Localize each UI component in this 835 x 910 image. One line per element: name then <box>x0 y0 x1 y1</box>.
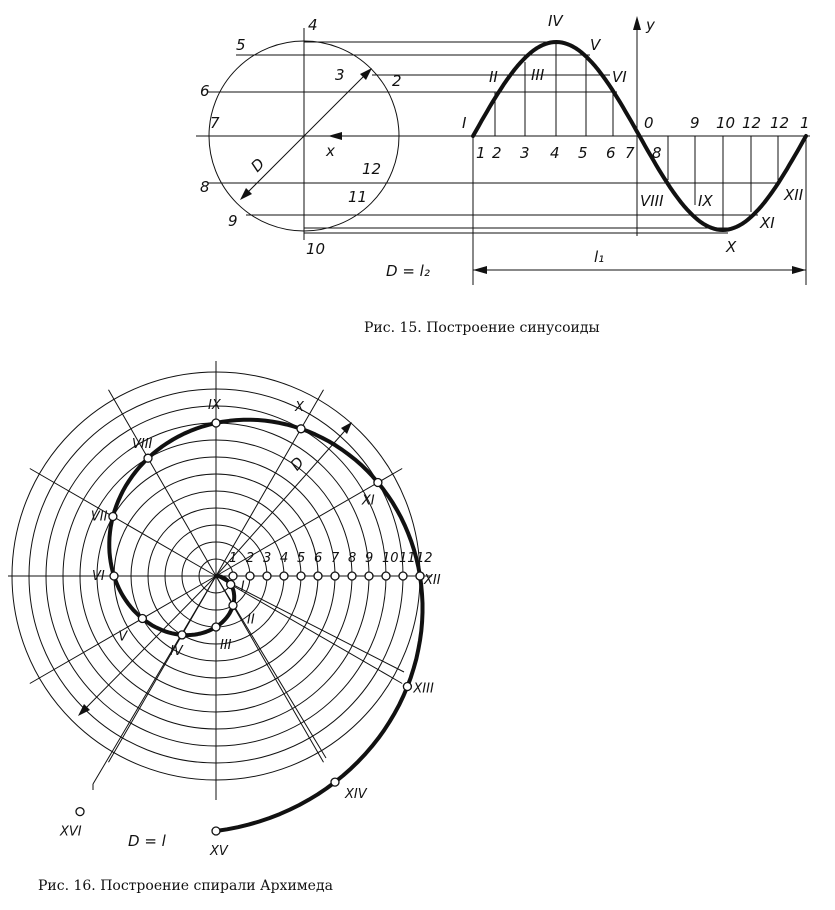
step-number: 3 <box>263 551 272 566</box>
ray <box>30 469 216 577</box>
curve-label-III: III <box>531 66 545 84</box>
circle-point-5: 5 <box>236 36 246 54</box>
curve-label-XII: XII <box>784 186 804 204</box>
curve-label-IV: IV <box>548 12 563 30</box>
x-axis-label: x <box>326 142 335 160</box>
spiral-point <box>297 425 305 433</box>
axis-step-point <box>280 572 288 580</box>
bottom-number: 1 <box>476 144 486 162</box>
bottom-number: 5 <box>578 144 588 162</box>
spiral-point <box>110 572 118 580</box>
spiral-label: X <box>295 399 304 415</box>
step-number: 8 <box>348 551 357 566</box>
bottom-number: 1 <box>800 114 810 132</box>
spiral-label: XIV <box>345 787 367 803</box>
spiral-label: IV <box>170 643 183 659</box>
circle-point-7: 7 <box>210 114 220 132</box>
curve-label-IX: IX <box>698 192 713 210</box>
circle-point-4: 4 <box>308 16 318 34</box>
caption-fig16: Рис. 16. Построение спирали Архимеда <box>38 878 333 894</box>
spiral-point <box>212 623 220 631</box>
curve-label-V: V <box>590 36 601 54</box>
bottom-number: 8 <box>652 144 662 162</box>
step-number: 5 <box>297 551 306 566</box>
spiral-label: XI <box>361 493 375 509</box>
figure-sinusoid <box>196 12 810 336</box>
spiral-label: VII <box>90 509 108 525</box>
step-number: 10 <box>382 551 399 566</box>
ordinates <box>473 44 806 285</box>
circle-point-10: 10 <box>306 240 326 258</box>
step-number: 7 <box>331 551 340 566</box>
spiral-point <box>212 419 220 427</box>
circle-point-6: 6 <box>200 82 210 100</box>
spiral-point <box>109 513 117 521</box>
axis-step-point <box>399 572 407 580</box>
curve-label-VIII: VIII <box>640 192 664 210</box>
bottom-number: 12 <box>770 114 790 132</box>
spiral-label: VI <box>92 569 105 584</box>
circle-point-11: 11 <box>348 188 368 206</box>
ray <box>216 390 324 576</box>
bottom-number: 6 <box>606 144 616 162</box>
axis-step-point <box>382 572 390 580</box>
origin-label: 0 <box>644 114 654 132</box>
caption-fig15: Рис. 15. Построение синусоиды <box>364 320 600 336</box>
circle-point-8: 8 <box>200 178 210 196</box>
formula-D-l: D = l <box>128 832 166 850</box>
bottom-number: 2 <box>492 144 502 162</box>
curve-label-II: II <box>489 68 498 86</box>
step-number: 6 <box>314 551 323 566</box>
length-label-l1: l₁ <box>594 248 605 266</box>
step-number: 9 <box>365 551 374 566</box>
axis-step-point <box>246 572 254 580</box>
spiral-label: XIII <box>413 681 434 697</box>
bottom-number: 4 <box>550 144 560 162</box>
bottom-number: 10 <box>716 114 736 132</box>
step-number: 2 <box>246 551 255 566</box>
diameter-label-fig16: D <box>286 453 308 474</box>
spiral-labels <box>59 398 441 859</box>
step-number: 4 <box>280 551 289 566</box>
axis-step-point <box>365 572 373 580</box>
spiral-label: XVI <box>60 824 82 840</box>
spiral-label: V <box>118 629 128 645</box>
spiral-label: III <box>220 638 232 653</box>
spiral-point <box>229 601 237 609</box>
spiral-point <box>178 631 186 639</box>
spiral-label: IX <box>208 398 221 413</box>
axis-step-point <box>331 572 339 580</box>
curve-label-XI: XI <box>760 214 775 232</box>
spiral-label: II <box>247 612 255 628</box>
spiral-label: XV <box>210 844 228 859</box>
bottom-number: 3 <box>520 144 530 162</box>
figure-archimedes-spiral <box>8 361 441 894</box>
spiral-point <box>138 615 146 623</box>
axis-step-point <box>263 572 271 580</box>
diameter-label: D <box>247 154 269 176</box>
ray <box>109 390 217 576</box>
x-arrowhead <box>328 132 342 140</box>
spiral-point <box>227 581 235 589</box>
step-number: 12 <box>416 551 433 566</box>
diameter-line <box>242 70 370 198</box>
spiral-point <box>403 683 411 691</box>
axis-step-point <box>314 572 322 580</box>
spiral-label: I <box>240 579 245 595</box>
formula-D-l2: D = l₂ <box>386 262 430 280</box>
spiral-point <box>212 827 220 835</box>
circle-point-3: 3 <box>335 66 345 84</box>
step-number: 1 <box>229 551 238 566</box>
axis-step-point <box>348 572 356 580</box>
spiral-point <box>144 454 152 462</box>
bottom-number: 7 <box>625 144 635 162</box>
axis-step-point <box>229 572 237 580</box>
y-axis-label: y <box>646 16 655 34</box>
y-axis-arrowhead <box>633 16 641 30</box>
step-number: 11 <box>399 551 416 566</box>
curve-label-I: I <box>462 114 467 132</box>
axis-step-point <box>416 572 424 580</box>
spiral-label: VIII <box>132 437 153 453</box>
curve-label-X: X <box>726 238 737 256</box>
step-number-row <box>229 551 433 566</box>
axis-step-point <box>297 572 305 580</box>
circle-point-12: 12 <box>362 160 382 178</box>
circle-point-2: 2 <box>392 72 402 90</box>
spiral-point <box>374 479 382 487</box>
spiral-point <box>76 808 84 816</box>
bottom-number: 9 <box>690 114 700 132</box>
curve-label-VI: VI <box>612 68 627 86</box>
circle-point-9: 9 <box>228 212 238 230</box>
bottom-number: 12 <box>742 114 762 132</box>
spiral-point <box>331 778 339 786</box>
spiral-label: XII <box>424 573 441 588</box>
